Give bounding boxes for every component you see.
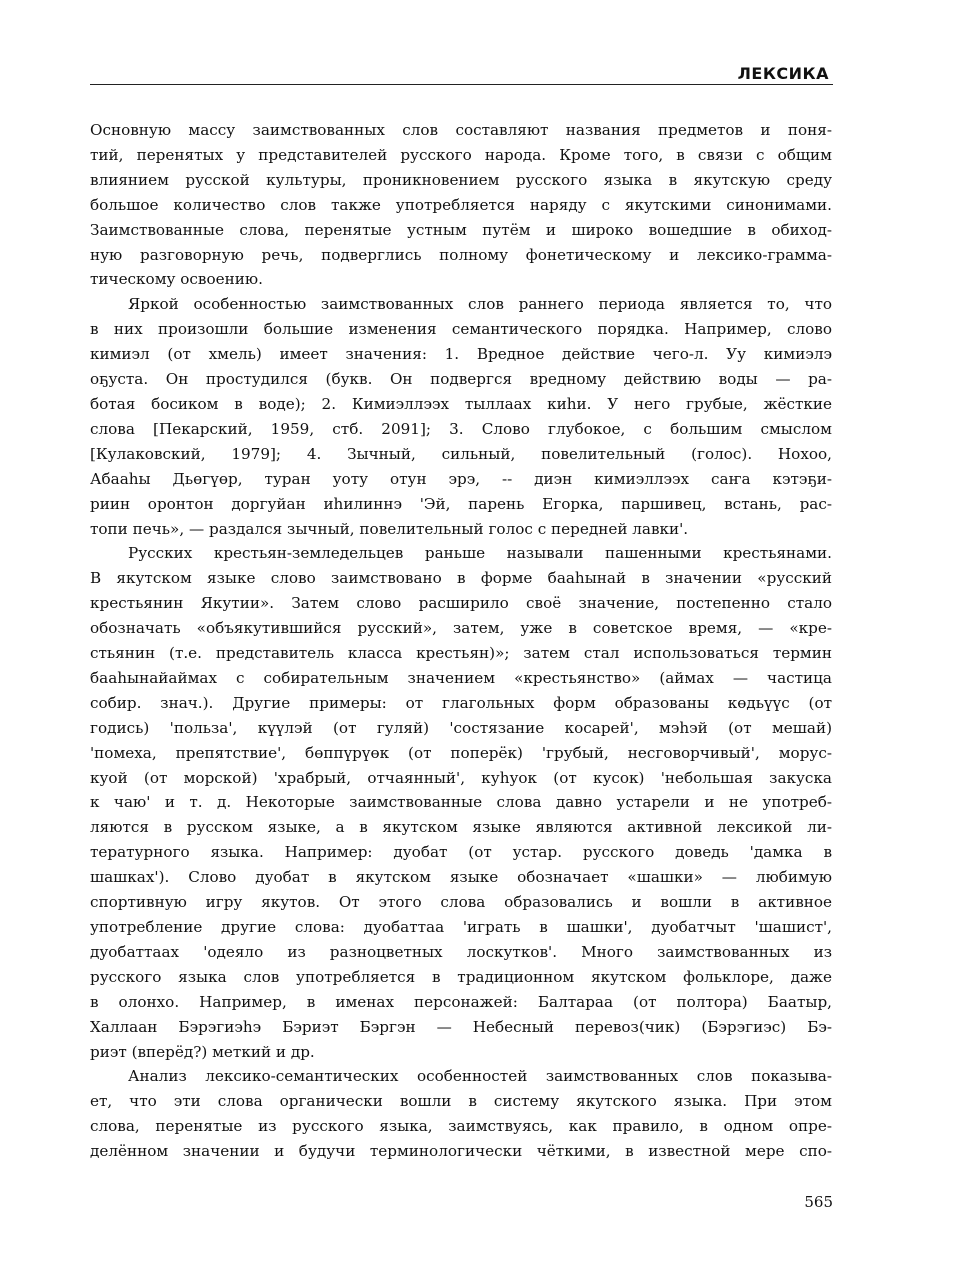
text-line: русского языка слов употребляется в традиционном якутском фольклоре, даже	[90, 967, 832, 986]
text-line: Анализ лексико-семантических особенностей заимствованных слов показыва-	[128, 1067, 832, 1086]
text-line: риин оронтон доргуйан иһилиннэ 'Эй, парень Егорка, паршивец, встань, рас-	[90, 494, 832, 513]
running-header: ЛЕКСИКА	[737, 64, 829, 83]
text-line: Яркой особенностью заимствованных слов раннего периода является то, что	[128, 295, 832, 314]
text-line: Халлаан Бэрэгиэһэ Бэриэт Бэргэн — Небесный перевоз(чик) (Бэрэгиэс) Бэ-	[90, 1017, 832, 1036]
text-line: [Кулаковский, 1979]; 4. Зычный, сильный, повелительный (голос). Нохоо,	[90, 444, 832, 463]
page-number: 565	[804, 1193, 833, 1211]
text-line: собир. знач.). Другие примеры: от глагольных форм образованы көдьүүс (от	[90, 693, 832, 712]
text-line: куой (от морской) 'храбрый, отчаянный', куһуок (от кусок) 'небольшая закуска	[90, 768, 832, 787]
text-line: ляются в русском языке, а в якутском языке являются активной лексикой ли-	[90, 818, 832, 837]
text-line: Заимствованные слова, перенятые устным путём и широко вошедшие в обиход-	[90, 220, 832, 239]
text-line: дуобаттаах 'одеяло из разноцветных лоскутков'. Много заимствованных из	[90, 942, 832, 961]
text-line: Абааһы Дьөгүөр, туран уоту отун эрэ, -- диэн кимиэллээх саҥа кэтэҕи-	[90, 469, 832, 488]
text-line: оҕуста. Он простудился (букв. Он подвергся вредному действию воды — ра-	[90, 370, 832, 389]
text-line: тий, перенятых у представителей русского народа. Кроме того, в связи с общим	[90, 145, 832, 164]
text-line: большое количество слов также употребляется наряду с якутскими синонимами.	[90, 195, 832, 214]
text-line: стьянин (т.е. представитель класса крестьян)»; затем стал использоваться термин	[90, 644, 832, 663]
text-line: ет, что эти слова органически вошли в систему якутского языка. При этом	[90, 1092, 832, 1111]
text-line: шашках'). Слово дуобат в якутском языке обозначает «шашки» — любимую	[90, 868, 832, 887]
text-line: бааһынайаймах с собирательным значением «крестьянство» (аймах — частица	[90, 668, 832, 687]
text-line: топи печь», — раздался зычный, повелительный голос с передней лавки'.	[90, 519, 689, 538]
text-line: ботая босиком в воде); 2. Кимиэллээх тыллаах киһи. У него грубые, жёсткие	[90, 394, 832, 413]
text-line: употребление другие слова: дуобаттаа 'играть в шашки', дуобатчыт 'шашист',	[90, 918, 832, 936]
text-line: В якутском языке слово заимствовано в форме бааһынай в значении «русский	[90, 569, 832, 588]
text-line: Русских крестьян-земледельцев раньше называли пашенными крестьянами.	[128, 544, 832, 563]
text-line: делённом значении и будучи терминологически чёткими, в известной мере спо-	[90, 1142, 832, 1161]
text-line: 'помеха, препятствие', бөппүрүөк (от поперёк) 'грубый, несговорчивый', морус-	[90, 743, 832, 762]
text-line: спортивную игру якутов. От этого слова образовались и вошли в активное	[90, 893, 832, 912]
body-text	[90, 118, 832, 1164]
text-line: в них произошли большие изменения семантического порядка. Например, слово	[90, 320, 832, 339]
text-line: влиянием русской культуры, проникновением русского языка в якутскую среду	[90, 170, 832, 189]
text-line: в олонхо. Например, в именах персонажей: Балтараа (от полтора) Баатыр,	[90, 992, 832, 1011]
text-line: обозначать «объякутившийся русский», затем, уже в советское время, — «кре-	[90, 619, 832, 638]
text-line: риэт (вперёд?) меткий и др.	[90, 1042, 315, 1061]
text-line: кимиэл (от хмель) имеет значения: 1. Вредное действие чего-л. Уу кимиэлэ	[90, 345, 832, 364]
text-line: тературного языка. Например: дуобат (от устар. русского доведь 'дамка в	[90, 843, 832, 862]
text-line: тическому освоению.	[90, 270, 263, 289]
text-line: к чаю' и т. д. Некоторые заимствованные слова давно устарели и не употреб-	[90, 793, 832, 812]
header-rule	[90, 84, 833, 85]
text-line: годись) 'польза', күүлэй (от гуляй) 'состязание косарей', мэһэй (от мешай)	[90, 718, 832, 737]
text-line: слова, перенятые из русского языка, заимствуясь, как правило, в одном опре-	[90, 1117, 832, 1136]
text-line: Основную массу заимствованных слов составляют названия предметов и поня-	[90, 121, 832, 139]
text-line: ную разговорную речь, подверглись полному фонетическому и лексико-грамма-	[90, 245, 832, 264]
text-line: слова [Пекарский, 1959, стб. 2091]; 3. Слово глубокое, с большим смыслом	[90, 419, 832, 438]
text-line: крестьянин Якутии». Затем слово расширило своё значение, постепенно стало	[90, 594, 832, 613]
